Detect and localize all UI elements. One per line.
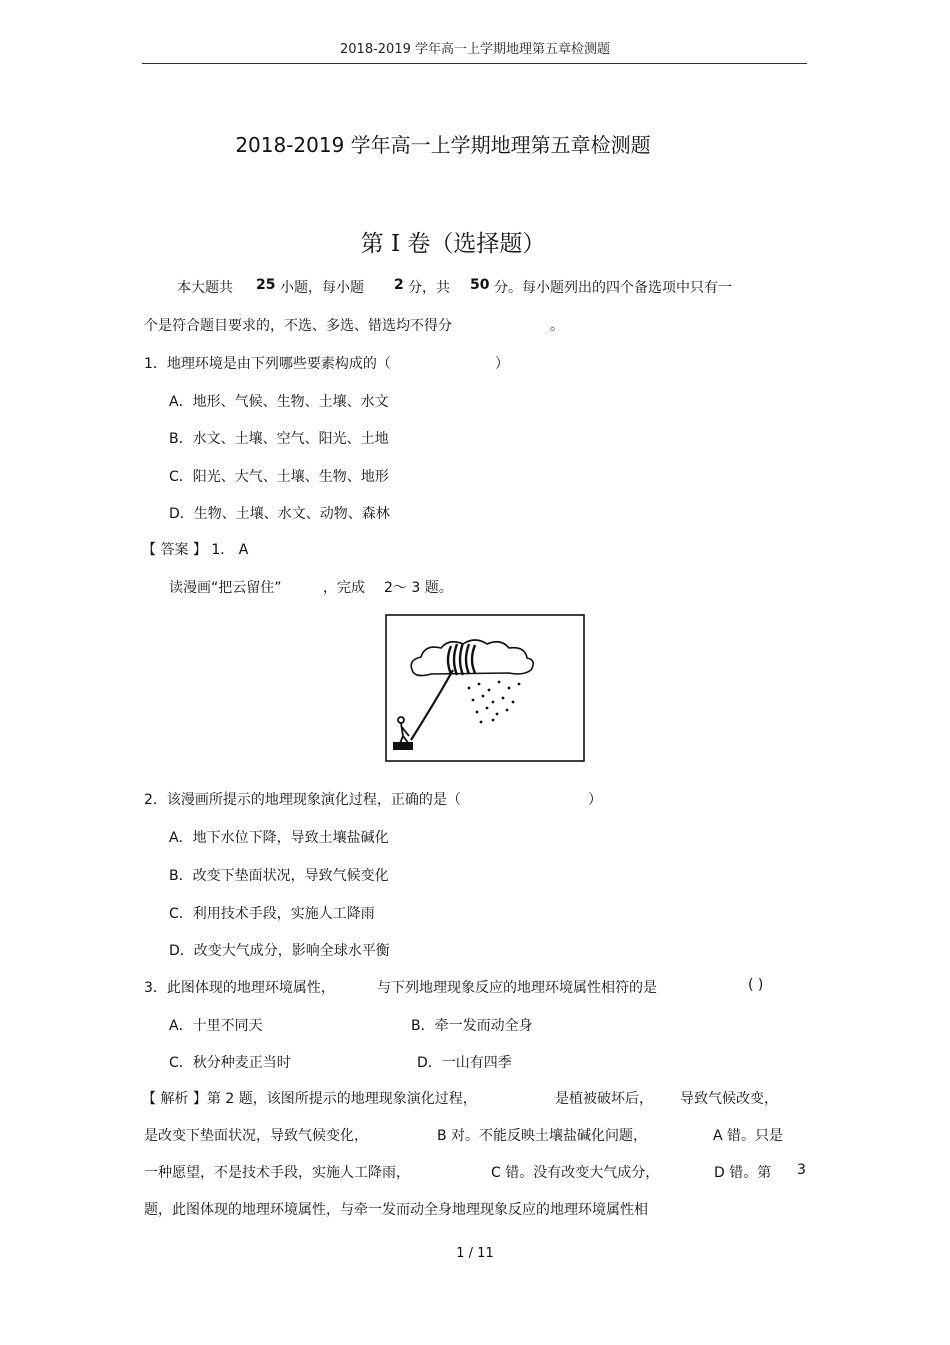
q1-answer: 【 答案 】 1． A bbox=[142, 542, 249, 558]
analysis-l1-c: 导致气候改变， bbox=[680, 1091, 778, 1107]
instr-line-2-end: 。 bbox=[550, 318, 564, 334]
analysis-l4: 题，此图体现的地理环境属性，与牵一发而动全身地理现象反应的地理环境属性相 bbox=[144, 1202, 648, 1218]
q1-stem: 1．地理环境是由下列哪些要素构成的（ bbox=[144, 356, 391, 372]
analysis-l3-c: D 错。第 bbox=[714, 1165, 772, 1181]
q3-option-b: B．牵一发而动全身 bbox=[411, 1018, 533, 1034]
q1-option-d: D．生物、土壤、水文、动物、森林 bbox=[169, 506, 390, 522]
analysis-l3-a: 一种愿望，不是技术手段，实施人工降雨， bbox=[144, 1165, 410, 1181]
q1-option-a: A．地形、气候、生物、土壤、水文 bbox=[169, 394, 389, 410]
page-number: 1 / 11 bbox=[456, 1246, 494, 1261]
instr-line-2: 个是符合题目要求的，不选、多选、错选均不得分 bbox=[144, 318, 452, 334]
q3-option-d: D．一山有四季 bbox=[417, 1055, 512, 1071]
q2-option-b: B．改变下垫面状况，导致气候变化 bbox=[169, 868, 389, 884]
q3-paren: ( ) bbox=[748, 977, 764, 993]
instr-part-3: 分，共 bbox=[408, 280, 450, 296]
analysis-l2-a: 是改变下垫面状况，导致气候变化， bbox=[144, 1128, 368, 1144]
instr-num-questions: 25 bbox=[256, 277, 276, 293]
ground-block bbox=[393, 742, 413, 750]
header-rule bbox=[142, 63, 807, 64]
figure-frame bbox=[386, 615, 584, 761]
analysis-l1-b: 是植被破坏后， bbox=[555, 1091, 653, 1107]
instr-num-points: 2 bbox=[394, 277, 404, 293]
analysis-l3-b: C 错。没有改变大气成分， bbox=[491, 1165, 660, 1181]
analysis-l2-c: A 错。只是 bbox=[713, 1128, 784, 1144]
q3-option-c: C．秋分种麦正当时 bbox=[169, 1055, 291, 1071]
document-title: 2018-2019 学年高一上学期地理第五章检测题 bbox=[235, 133, 651, 157]
q2-option-c: C．利用技术手段，实施人工降雨 bbox=[169, 906, 375, 922]
q2-stem: 2．该漫画所提示的地理现象演化过程，正确的是（ bbox=[144, 792, 461, 808]
instr-part-1: 本大题共 bbox=[177, 280, 233, 296]
q3-option-a: A．十里不同天 bbox=[169, 1018, 263, 1034]
q1-option-c: C．阳光、大气、土壤、生物、地形 bbox=[169, 469, 389, 485]
section-heading: 第 Ⅰ 卷（选择题） bbox=[360, 231, 546, 257]
q2-close-paren: ） bbox=[588, 792, 602, 808]
instr-part-4: 分。每小题列出的四个备选项中只有一 bbox=[494, 280, 732, 296]
q3-stem-a: 3．此图体现的地理环境属性， bbox=[144, 980, 335, 996]
running-header: 2018-2019 学年高一上学期地理第五章检测题 bbox=[340, 42, 610, 57]
comic-intro-c: 2～ 3 题。 bbox=[384, 580, 453, 596]
q3-stem-b: 与下列地理现象反应的地理环境属性相符的是 bbox=[377, 980, 657, 996]
analysis-l1-a: 【 解析 】第 2 题，该图所提示的地理现象演化过程， bbox=[142, 1091, 477, 1107]
q2-option-d: D．改变大气成分，影响全球水平衡 bbox=[169, 943, 390, 959]
instr-part-2: 小题，每小题 bbox=[280, 280, 364, 296]
analysis-l2-b: B 对。不能反映土壤盐碱化问题， bbox=[437, 1128, 648, 1144]
q2-option-a: A．地下水位下降，导致土壤盐碱化 bbox=[169, 830, 389, 846]
instr-num-total: 50 bbox=[470, 277, 490, 293]
q1-close-paren: ） bbox=[495, 356, 509, 372]
q1-option-b: B．水文、土壤、空气、阳光、土地 bbox=[169, 431, 389, 447]
comic-intro-b: ，完成 bbox=[323, 580, 365, 596]
analysis-l3-d: 3 bbox=[797, 1162, 806, 1178]
comic-intro-a: 读漫画“把云留住” bbox=[169, 580, 282, 596]
comic-figure bbox=[383, 612, 587, 766]
